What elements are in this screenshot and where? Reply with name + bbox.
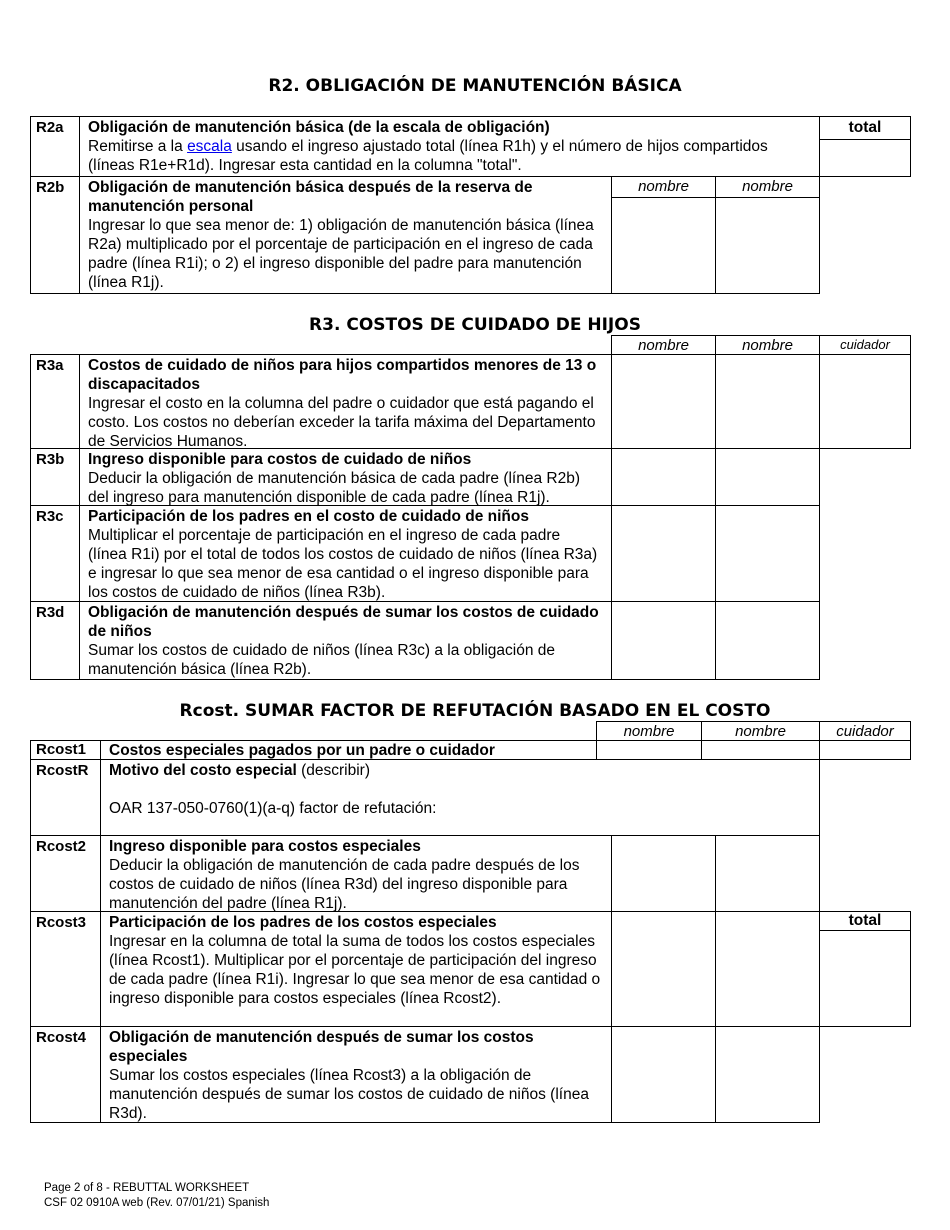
heading-rcost1: Costos especiales pagados por un padre o cuidador	[109, 742, 495, 759]
row-desc-rcostR[interactable]	[100, 759, 820, 836]
input-rcost1-nombre-2[interactable]	[701, 740, 820, 760]
row-desc-r3a	[79, 354, 612, 449]
heading-r2b: Obligación de manutención básica después de la reserva de manutención personal	[88, 179, 533, 215]
input-r3a-nombre-1[interactable]	[611, 354, 716, 449]
input-rcost3-nombre-2[interactable]	[715, 911, 820, 1027]
footer-page-info: Page 2 of 8 - REBUTTAL WORKSHEET	[44, 1182, 250, 1194]
row-desc-r3b	[79, 448, 612, 506]
section-title-r2: R2. OBLIGACIÓN DE MANUTENCIÓN BÁSICA	[268, 76, 682, 96]
row-code-r3d	[30, 601, 80, 680]
input-rcost3-total[interactable]	[819, 930, 911, 1027]
input-r2b-nombre-1[interactable]	[611, 197, 716, 294]
text-r3b: Deducir la obligación de manutención básica de cada padre (línea R2b) del ingreso para manutención disponible de cada padre (línea R1j).	[88, 470, 581, 506]
section-title-rcost: Rcost. SUMAR FACTOR DE REFUTACIÓN BASADO EN EL COSTO	[179, 701, 771, 721]
section-title-r3: R3. COSTOS DE CUIDADO DE HIJOS	[309, 315, 641, 335]
header-nombre-r3-1: nombre	[611, 335, 716, 355]
row-code-r3a	[30, 354, 80, 449]
code-rcost3: Rcost3	[36, 914, 87, 931]
row-desc-rcost3	[100, 911, 612, 1027]
total-header-rcost3: total	[819, 911, 911, 931]
code-rcost1: Rcost1	[36, 741, 87, 758]
heading-r2a: Obligación de manutención básica (de la escala de obligación)	[88, 119, 550, 136]
input-rcost2-nombre-1[interactable]	[611, 835, 716, 912]
oar-refutation-label: OAR 137-050-0760(1)(a-q) factor de refutación:	[109, 800, 437, 817]
input-rcost1-cuidador[interactable]	[819, 740, 911, 760]
row-code-rcost3	[30, 911, 101, 1027]
row-desc-r3d	[79, 601, 612, 680]
heading-rcostR: Motivo del costo especial	[109, 762, 297, 779]
text-r3a: Ingresar el costo en la columna del padre o cuidador que está pagando el costo. Los costos no deberían exceder la tarifa máxima del Departamento de Servicios Humanos.	[88, 395, 596, 450]
row-desc-rcost2	[100, 835, 612, 912]
row-desc-r3c	[79, 505, 612, 602]
code-r2b: R2b	[36, 179, 65, 196]
input-rcost4-nombre-2[interactable]	[715, 1026, 820, 1123]
input-r2a-total[interactable]	[819, 139, 911, 177]
row-desc-r2b	[79, 176, 612, 294]
heading-rcost4: Obligación de manutención después de sumar los costos especiales	[109, 1029, 534, 1065]
row-desc-r2a	[79, 116, 820, 177]
header-cuidador-rcost: cuidador	[819, 721, 911, 741]
text-rcost3: Ingresar en la columna de total la suma de todos los costos especiales (línea Rcost1). Multiplicar por el porcentaje de participación del ingreso de cada padre (línea R1i). Ingresar lo que sea menor de esa cantidad o ingreso disponible para costos especiales (línea Rcost2).	[109, 933, 601, 1007]
input-r3b-nombre-2[interactable]	[715, 448, 820, 506]
code-r3a: R3a	[36, 357, 64, 374]
header-nombre-rcost-1: nombre	[596, 721, 702, 741]
code-r3c: R3c	[36, 508, 64, 525]
row-code-r3b	[30, 448, 80, 506]
total-header-r2a: total	[819, 116, 911, 140]
heading-r3b: Ingreso disponible para costos de cuidado de niños	[88, 451, 472, 468]
input-r3b-nombre-1[interactable]	[611, 448, 716, 506]
input-r3d-nombre-1[interactable]	[611, 601, 716, 680]
input-rcost1-nombre-1[interactable]	[596, 740, 702, 760]
heading-rcost3: Participación de los padres de los costos especiales	[109, 914, 497, 931]
text-r2a-after: usando el ingreso ajustado total (línea R1h) y el número de hijos compartidos (líneas R1e+R1d). Ingresar esta cantidad en la columna "total".	[88, 138, 768, 174]
heading-rcost2: Ingreso disponible para costos especiales	[109, 838, 421, 855]
code-rcost4: Rcost4	[36, 1029, 87, 1046]
heading-r3c: Participación de los padres en el costo de cuidado de niños	[88, 508, 529, 525]
row-code-rcost1	[30, 740, 101, 760]
input-r3a-cuidador[interactable]	[819, 354, 911, 449]
code-r2a: R2a	[36, 119, 64, 136]
header-nombre-r2b-2: nombre	[715, 176, 820, 198]
input-r3a-nombre-2[interactable]	[715, 354, 820, 449]
input-rcost3-nombre-1[interactable]	[611, 911, 716, 1027]
input-rcost2-nombre-2[interactable]	[715, 835, 820, 912]
row-code-rcost2	[30, 835, 101, 912]
text-r3c: Multiplicar el porcentaje de participación en el ingreso de cada padre (línea R1i) por el total de todos los costos de cuidado de niños (línea R3a) e ingresar lo que sea menor de esa cantidad o el ingreso disponible para los costos de cuidado de niños (línea R3b).	[88, 527, 598, 601]
input-rcost4-nombre-1[interactable]	[611, 1026, 716, 1123]
text-r3d: Sumar los costos de cuidado de niños (línea R3c) a la obligación de manutención básica (línea R2b).	[88, 642, 555, 678]
input-r2b-nombre-2[interactable]	[715, 197, 820, 294]
row-code-r2a	[30, 116, 80, 177]
header-nombre-rcost-2: nombre	[701, 721, 820, 741]
input-r3d-nombre-2[interactable]	[715, 601, 820, 680]
row-code-r2b	[30, 176, 80, 294]
text-r2b: Ingresar lo que sea menor de: 1) obligación de manutención básica (línea R2a) multiplicado por el porcentaje de participación en el ingreso de cada padre (línea R1i); o 2) el ingreso disponible del padre para manutención (línea R1j).	[88, 217, 594, 291]
footer-form-id: CSF 02 0910A web (Rev. 07/01/21) Spanish	[44, 1197, 270, 1209]
code-r3d: R3d	[36, 604, 65, 621]
row-code-rcostR	[30, 759, 101, 836]
header-nombre-r3-2: nombre	[715, 335, 820, 355]
text-r2a-before: Remitirse a la	[88, 138, 188, 155]
row-code-r3c	[30, 505, 80, 602]
heading-r3a: Costos de cuidado de niños para hijos compartidos menores de 13 o discapacitados	[88, 357, 597, 393]
heading-note-rcostR: (describir)	[296, 762, 370, 779]
code-r3b: R3b	[36, 451, 65, 468]
row-code-rcost4	[30, 1026, 101, 1123]
code-rcostR: RcostR	[36, 762, 89, 779]
input-r3c-nombre-1[interactable]	[611, 505, 716, 602]
input-r3c-nombre-2[interactable]	[715, 505, 820, 602]
header-cuidador-r3: cuidador	[819, 335, 911, 355]
heading-r3d: Obligación de manutención después de sumar los costos de cuidado de niños	[88, 604, 599, 640]
row-desc-rcost1	[100, 740, 597, 760]
header-nombre-r2b-1: nombre	[611, 176, 716, 198]
text-rcost4: Sumar los costos especiales (línea Rcost3) a la obligación de manutención después de sumar los costos de cuidado de niños (línea R3d).	[109, 1067, 589, 1122]
escala-link[interactable]: escala	[187, 138, 232, 155]
row-desc-rcost4	[100, 1026, 612, 1123]
text-rcost2: Deducir la obligación de manutención de cada padre después de los costos de cuidado de niños (línea R3d) del ingreso disponible para manutención del padre (línea R1j).	[109, 857, 580, 912]
code-rcost2: Rcost2	[36, 838, 87, 855]
